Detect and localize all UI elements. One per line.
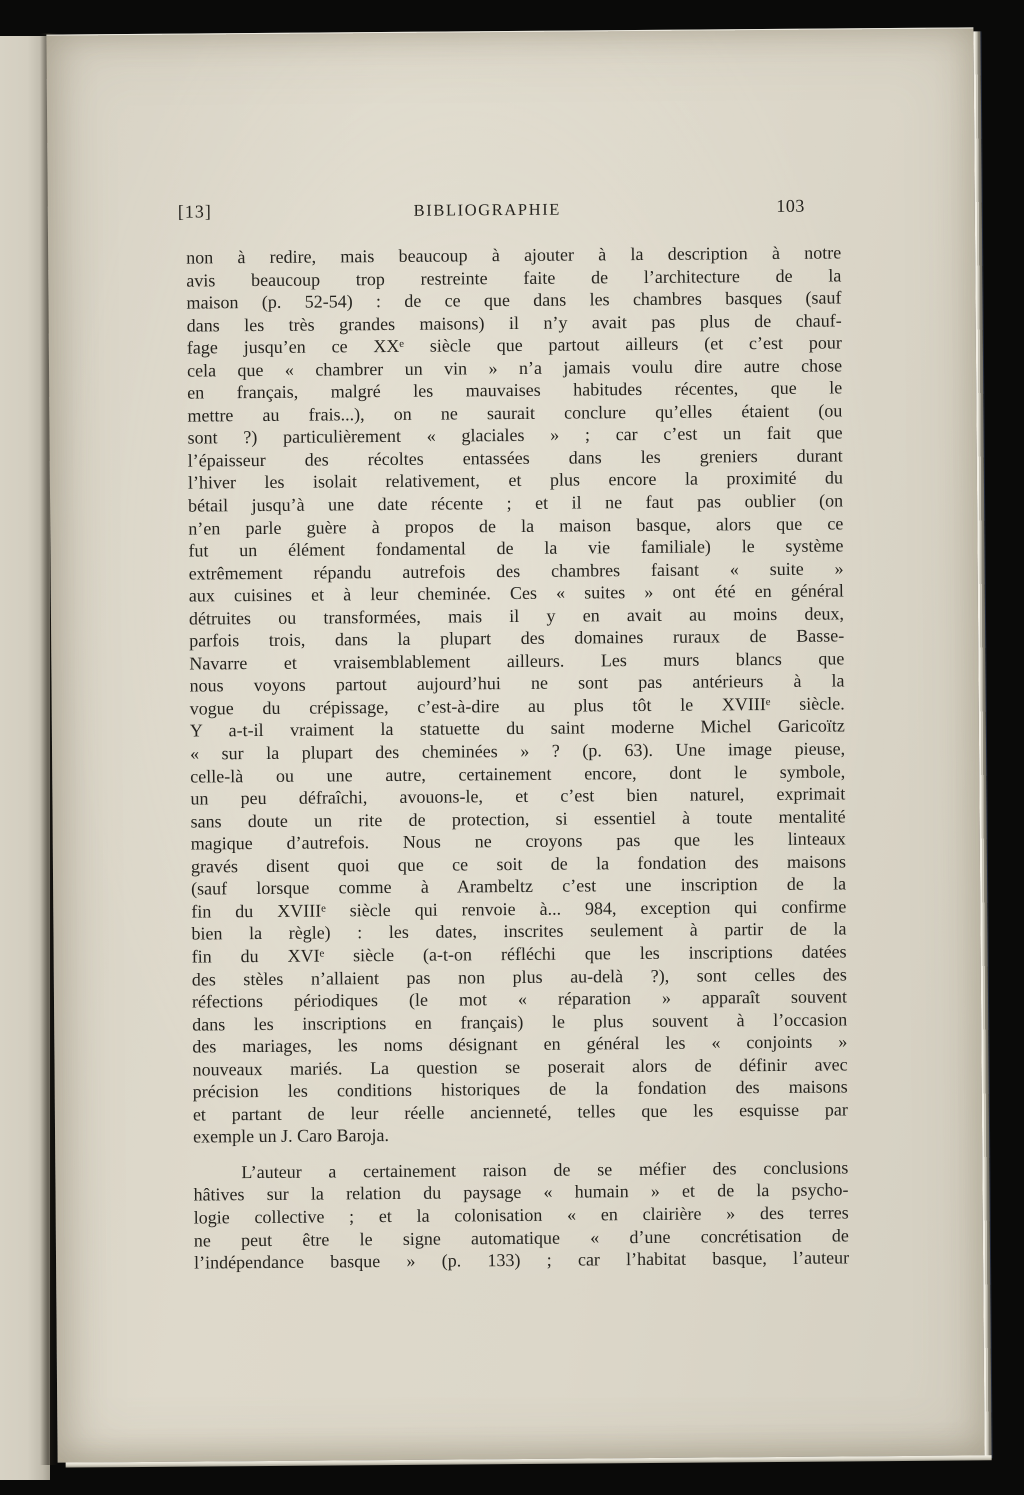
text-line: n’en parle guère à propos de la maison basque, alors que ce <box>188 512 844 539</box>
page-header <box>177 195 841 226</box>
text-line: parfois trois, dans la plupart des domaines ruraux de Basse- <box>189 625 845 651</box>
text-line: nous voyons partout aujourd’hui ne sont pas antérieurs à la <box>189 670 845 696</box>
text-line: nouveaux mariés. La question se poserait alors de définir avec <box>192 1054 848 1080</box>
header-title: BIBLIOGRAPHIE <box>413 199 562 220</box>
text-line: l’indépendance basque » (p. 133) ; car l’habitat basque, l’auteur <box>193 1247 850 1273</box>
paragraph <box>193 1156 849 1274</box>
text-line: en français, malgré les mauvaises habitudes récentes, que le <box>187 377 843 403</box>
text-line: fin du XVIIIᵉ siècle qui renvoie à... 984, exception qui confirme <box>191 896 847 922</box>
paragraph <box>186 241 848 1148</box>
text-line: « sur la plupart des cheminées » ? (p. 63). Une image pieuse, <box>189 738 846 764</box>
text-line: logie collective ; et la colonisation « en clairière » des terres <box>193 1202 849 1228</box>
text-line: ne peut être le signe automatique « d’une concrétisation de <box>193 1224 849 1251</box>
text-line: sont ?) particulièrement « glaciales » ; car c’est un fait que <box>187 422 843 448</box>
text-line: précision les conditions historiques de la fondation des maisons <box>192 1076 848 1102</box>
text-line: des stèles n’allaient pas non plus au-delà ?), sont celles des <box>191 963 847 990</box>
text-line: celle-là ou une autre, certainement encore, dont le symbole, <box>190 760 846 787</box>
text-line: sans doute un rite de protection, si essentiel à toute mentalité <box>190 806 846 832</box>
text-line: Y a-t-il vraiment la statuette du saint moderne Michel Garicoïtz <box>189 715 845 742</box>
text-line: gravés disent quoi que ce soit de la fondation des maisons <box>190 851 847 877</box>
page-edge-bottom <box>66 1455 992 1467</box>
text-line: extrêmement répandu autrefois des chambres faisant « suite » <box>188 558 844 584</box>
text-line: vogue du crépissage, c’est-à-dire au plus tôt le XVIIIᵉ siècle. <box>189 693 845 719</box>
text-line: et partant de leur réelle ancienneté, telles que les esquisse par <box>192 1099 848 1125</box>
text-line: réfections périodiques (le mot « réparation » apparaît souvent <box>191 986 848 1012</box>
text-line: bétail jusqu’à une date récente ; et il ne faut pas oublier (on <box>188 490 844 516</box>
text-line: bien la règle) : les dates, inscrites seulement à partir de la <box>191 918 847 944</box>
text-line: un peu défraîchi, avouons-le, et c’est bien naturel, exprimait <box>190 783 846 809</box>
text-line: dans les très grandes maisons) il n’y avait pas plus de chauf- <box>186 310 842 336</box>
text-line: cela que « chambrer un vin » n’a jamais voulu dire autre chose <box>186 355 843 381</box>
text-line: avis beaucoup trop restreinte faite de l’architecture de la <box>186 264 842 291</box>
book-page <box>46 27 984 1462</box>
text-line: détruites ou transformées, mais il y en avait au moins deux, <box>188 603 845 629</box>
text-line: maison (p. 52-54) : de ce que dans les chambres basques (sauf <box>186 287 842 313</box>
text-line: dans les inscriptions en français) le plus souvent à l’occasion <box>192 1008 848 1035</box>
text-line: L’auteur a certainement raison de se méfier des conclusions <box>241 1157 849 1183</box>
text-line: l’épaisseur des récoltes entassées dans les greniers durant <box>187 445 843 471</box>
text-line: magique d’autrefois. Nous ne croyons pas que les linteaux <box>190 828 846 854</box>
text-column <box>186 241 849 1274</box>
text-line: Navarre et vraisemblablement ailleurs. Les murs blancs que <box>189 648 845 674</box>
page-edge-right <box>973 31 991 1458</box>
text-line: non à redire, mais beaucoup à ajouter à la description à notre <box>186 242 842 268</box>
text-line: des mariages, les noms désignant en général les « conjoints » <box>192 1031 848 1057</box>
header-section-number: [13] <box>177 201 212 222</box>
text-line: aux cuisines et à leur cheminée. Ces « suites » ont été en général <box>188 580 844 606</box>
text-line: exemple un J. Caro Baroja. <box>192 1125 390 1147</box>
text-line: mettre au frais...), on ne saurait conclure qu’elles étaient (ou <box>187 400 843 426</box>
text-line: fin du XVIᵉ siècle (a-t-on réfléchi que les inscriptions datées <box>191 941 847 967</box>
text-line: (sauf lorsque comme à Arambeltz c’est une inscription de la <box>191 873 847 899</box>
header-page-number: 103 <box>776 195 805 216</box>
text-line: fut un élément fondamental de la vie familiale) le système <box>188 535 844 561</box>
text-line: fage jusqu’en ce XXᵉ siècle que partout ailleurs (et c’est pour <box>186 332 842 358</box>
text-line: hâtives sur la relation du paysage « humain » et de la psycho- <box>193 1179 849 1205</box>
text-line: l’hiver les isolait relativement, et plus encore la proximité du <box>187 467 843 494</box>
